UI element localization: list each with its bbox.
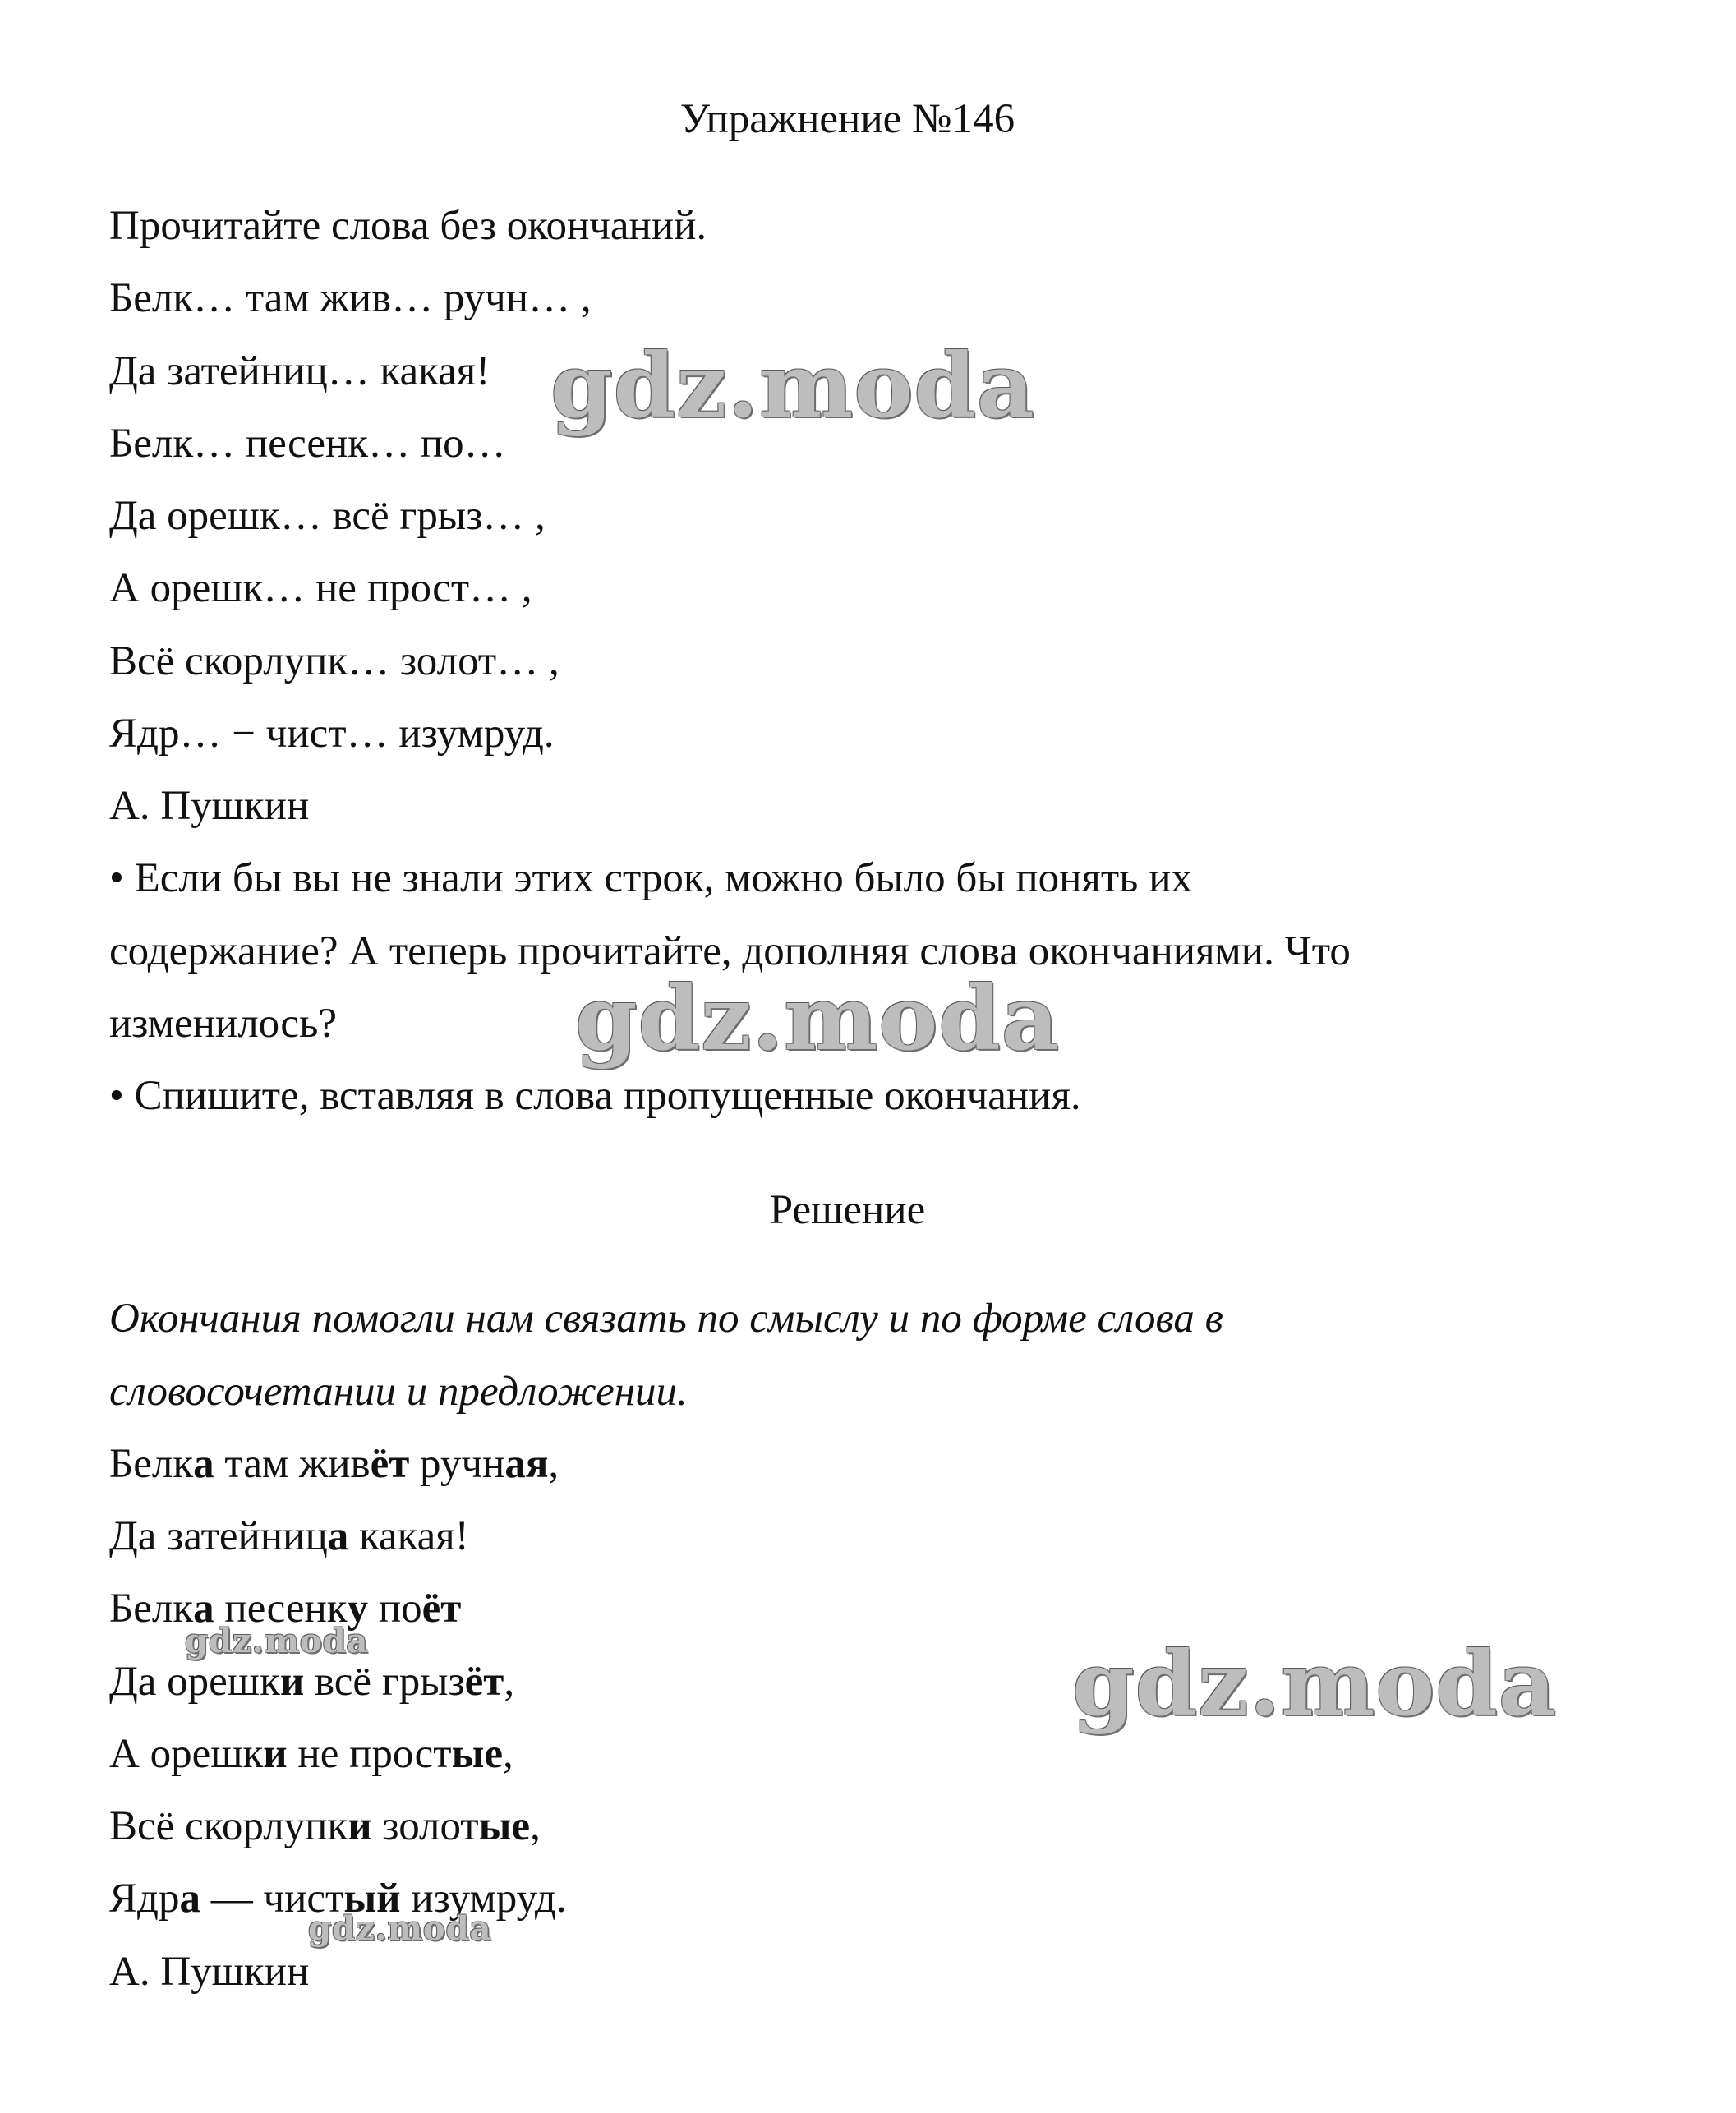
word-stem: по (368, 1586, 422, 1632)
word-stem: Белк (109, 1441, 194, 1487)
task-poem-line-5: А орешк… не прост… , (109, 565, 532, 611)
question-1-line-2: содержание? А теперь прочитайте, дополняя слова окончаниями. Что (109, 928, 1351, 974)
word-stem: — чист (200, 1876, 344, 1922)
word-ending: а (327, 1513, 349, 1559)
task-poem-line-6: Всё скорлупк… золот… , (109, 638, 559, 684)
question-2: • Спишите, вставляя в слова пропущенные окончания. (109, 1073, 1081, 1119)
solution-poem-line-6 (109, 1802, 541, 1851)
word-stem: какая! (348, 1513, 469, 1559)
word-stem: , (548, 1441, 559, 1487)
word-stem: Ядр (109, 1876, 180, 1922)
task-poem-line-4: Да орешк… всё грыз… , (109, 493, 546, 539)
word-ending: а (179, 1876, 200, 1922)
word-stem: всё грыз (304, 1659, 465, 1705)
solution-poem-line-5 (109, 1729, 513, 1779)
word-ending: ый (343, 1876, 401, 1922)
solution-author: А. Пушкин (109, 1949, 310, 1995)
watermark-1: gdz.moda (550, 334, 1035, 438)
question-1-line-1: • Если бы вы не знали этих строк, можно было бы понять их (109, 855, 1192, 901)
word-ending: ёт (421, 1586, 462, 1632)
watermark-5: gdz.moda (308, 1909, 492, 1948)
word-stem: ручн (409, 1441, 505, 1487)
word-stem: , (530, 1803, 541, 1849)
word-stem: золот (371, 1803, 479, 1849)
word-stem: Белк (109, 1586, 194, 1632)
task-poem-line-3: Белк… песенк… по… (109, 421, 506, 467)
solution-poem-line-7 (109, 1874, 567, 1923)
word-stem: не прост (287, 1731, 452, 1777)
word-ending: ые (478, 1803, 531, 1849)
word-stem: там жив (214, 1441, 371, 1487)
word-stem: , (504, 1659, 515, 1705)
word-ending: ёт (370, 1441, 410, 1487)
word-ending: и (279, 1659, 305, 1705)
solution-poem-line-2 (109, 1512, 469, 1561)
word-stem: А орешк (109, 1731, 264, 1777)
solution-explanation-line-1: Окончания помогли нам связать по смыслу и по форме слова в (109, 1296, 1223, 1342)
solution-poem-line-1 (109, 1439, 559, 1489)
task-poem-line-7: Ядр… − чист… изумруд. (109, 711, 555, 757)
word-stem: изумруд. (400, 1876, 567, 1922)
watermark-2: gdz.moda (575, 967, 1060, 1070)
word-ending: ая (504, 1441, 549, 1487)
word-stem: , (503, 1731, 513, 1777)
solution-explanation-line-2: словосочетании и предложении. (109, 1369, 688, 1415)
task-author: А. Пушкин (109, 783, 310, 829)
word-stem: Всё скорлупк (109, 1803, 348, 1849)
task-instruction: Прочитайте слова без окончаний. (109, 203, 707, 249)
watermark-4: gdz.moda (1072, 1632, 1557, 1736)
task-poem-line-2: Да затейниц… какая! (109, 348, 490, 394)
solution-poem-line-4 (109, 1657, 514, 1706)
word-stem: Да затейниц (109, 1513, 328, 1559)
question-1-line-3: изменилось? (109, 1001, 337, 1047)
solution-poem-line-3 (109, 1584, 461, 1633)
word-stem: песенк (214, 1586, 348, 1632)
word-stem: Да орешк (109, 1659, 280, 1705)
word-ending: а (193, 1586, 214, 1632)
word-ending: и (348, 1803, 372, 1849)
watermark-3: gdz.moda (185, 1622, 369, 1660)
solution-heading: Решение (769, 1187, 926, 1233)
word-ending: а (193, 1441, 214, 1487)
word-ending: у (347, 1586, 369, 1632)
word-ending: ые (451, 1731, 504, 1777)
exercise-title: Упражнение №146 (679, 96, 1015, 142)
word-ending: и (263, 1731, 288, 1777)
task-poem-line-1: Белк… там жив… ручн… , (109, 275, 592, 321)
word-ending: ёт (464, 1659, 504, 1705)
